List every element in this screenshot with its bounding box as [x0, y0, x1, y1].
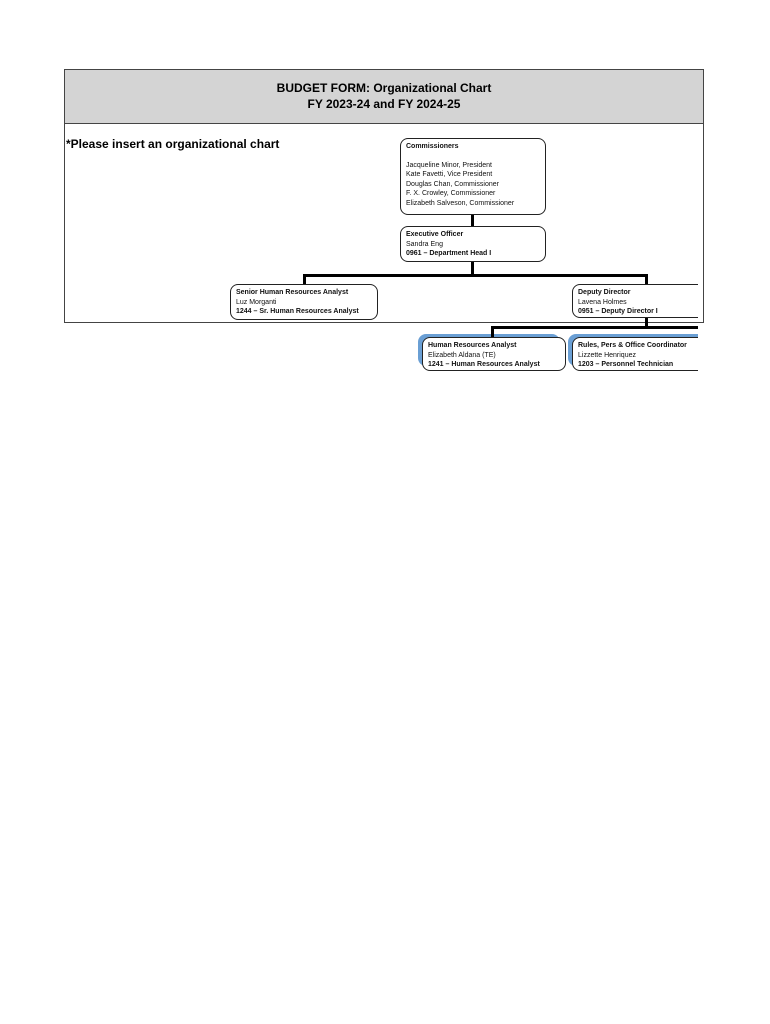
connector-bus-senior-hr — [303, 274, 306, 284]
senior-hr-analyst-node — [230, 284, 378, 320]
connector-bus-deputy — [645, 274, 648, 284]
commissioners-title: Commissioners — [406, 143, 459, 150]
commissioner-member: F. X. Crowley, Commissioner — [406, 190, 496, 197]
connector-level3-bus — [491, 326, 698, 329]
hr-analyst-title: Human Resources Analyst — [428, 342, 517, 349]
connector-commissioners-exec — [471, 214, 474, 226]
executive-officer-code: 0961 – Department Head I — [406, 250, 492, 257]
commissioner-member: Elizabeth Salveson, Commissioner — [406, 199, 515, 207]
header-fiscal-years: FY 2023-24 and FY 2024-25 — [307, 97, 461, 111]
executive-officer-node — [400, 226, 546, 262]
deputy-director-node — [572, 284, 698, 318]
commissioner-member: Kate Favetti, Vice President — [406, 171, 493, 178]
senior-hr-analyst-person: Luz Morganti — [236, 298, 277, 306]
connector-level2-bus — [303, 274, 648, 277]
commissioners-node — [400, 138, 546, 215]
commissioner-member: Jacqueline Minor, President — [406, 161, 492, 169]
commissioner-member: Douglas Chan, Commissioner — [406, 180, 499, 188]
senior-hr-analyst-title: Senior Human Resources Analyst — [236, 289, 349, 296]
connector-bus-hr-analyst — [491, 326, 494, 337]
rules-coordinator-node — [572, 337, 698, 371]
insert-chart-note: *Please insert an organizational chart — [66, 137, 280, 151]
rules-coordinator-title: Rules, Pers & Office Coordinator — [578, 342, 687, 349]
deputy-director-title: Deputy Director — [578, 289, 631, 296]
executive-officer-person: Sandra Eng — [406, 240, 443, 248]
hr-analyst-person: Elizabeth Aldana (TE) — [428, 351, 496, 359]
rules-coordinator-person: Lizzette Henriquez — [578, 351, 636, 359]
hr-analyst-code: 1241 – Human Resources Analyst — [428, 361, 540, 368]
deputy-director-code: 0951 – Deputy Director I — [578, 308, 658, 315]
hr-analyst-node — [422, 337, 566, 371]
senior-hr-analyst-code: 1244 – Sr. Human Resources Analyst — [236, 308, 359, 315]
rules-coordinator-code: 1203 – Personnel Technician — [578, 361, 674, 368]
executive-officer-title: Executive Officer — [406, 231, 464, 238]
deputy-director-person: Lavena Holmes — [578, 298, 627, 306]
header-title: BUDGET FORM: Organizational Chart — [276, 81, 492, 95]
